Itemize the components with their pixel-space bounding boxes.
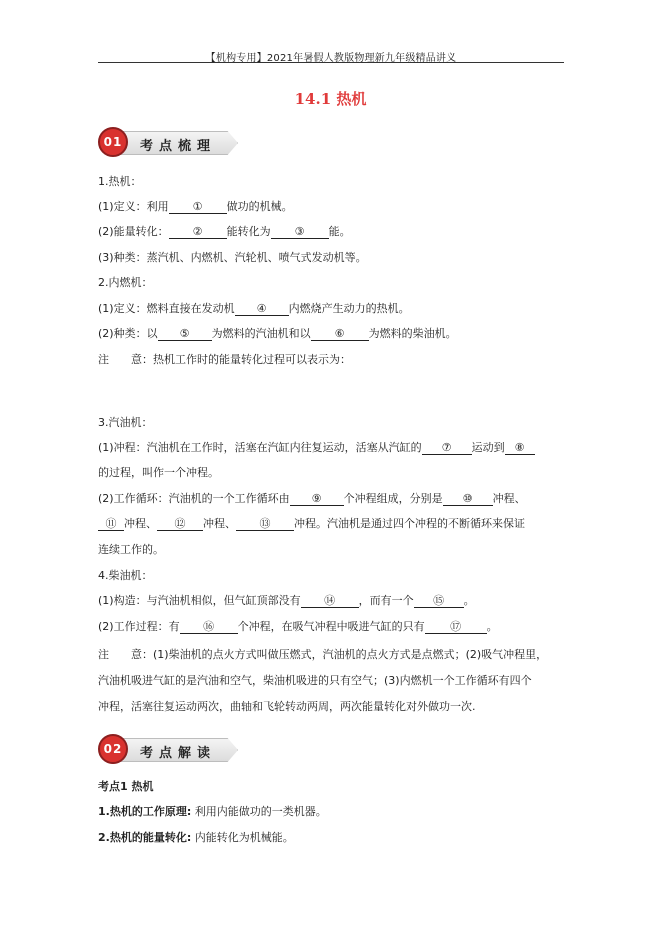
heading-diesel-engine: 4.柴油机： [98,569,153,582]
line-ic-types: (2)种类：以 ⑤ 为燃料的汽油机和以 ⑥ 为燃料的柴油机。 [98,327,457,340]
page-header: 【机构专用】2021年暑假人教版物理新九年级精品讲义 [205,53,457,64]
section-banner-kaodian-shuli [98,127,246,157]
blank-11: ⑪ [98,518,124,531]
line-energy-conversion-summary: 2.热机的能量转化: 内能转化为机械能。 [98,831,294,844]
blank-16: ⑯ [180,621,238,634]
blank-8: ⑧ [505,442,535,455]
line-stroke-definition: (1)冲程：汽油机在工作时，活塞在汽缸内往复运动，活塞从汽缸的 ⑦ 运动到 ⑧ [98,441,535,455]
line-work-cycle-cont: ⑪ 冲程、 ⑫ 冲程、 ⑬ 冲程。汽油机是通过四个冲程的不断循环来保证 [98,517,525,531]
line-work-cycle-end: 连续工作的。 [98,543,164,556]
line-working-principle: 1.热机的工作原理: 利用内能做功的一类机器。 [98,805,327,818]
blank-5: ⑤ [158,328,212,341]
line-definition: (1)定义：利用 ① 做功的机械。 [98,200,293,213]
blank-13: ⑬ [236,518,294,531]
line-diesel-structure: (1)构造：与汽油机相似，但气缸顶部没有 ⑭ ，而有一个 ⑮ 。 [98,594,475,607]
section-label: 考点解读 [140,746,217,761]
blank-9: ⑨ [290,493,344,506]
line-ic-definition: (1)定义：燃料直接在发动机 ④ 内燃烧产生动力的热机。 [98,302,410,315]
blank-4: ④ [235,303,289,316]
blank-15: ⑮ [414,595,464,608]
line-stroke-definition-cont: 的过程，叫作一个冲程。 [98,466,219,479]
blank-1: ① [169,201,227,214]
note-diesel-3: 冲程，活塞往复运动两次，曲轴和飞轮转动两周，两次能量转化对外做功一次. [98,700,476,713]
line-energy-conversion: (2)能量转化： ② 能转化为 ③ 能。 [98,225,351,238]
section-label: 考点梳理 [140,139,217,154]
blank-10: ⑩ [443,493,493,506]
blank-17: ⑰ [425,621,487,634]
blank-14: ⑭ [301,595,359,608]
page-title: 14.1 热机 [294,90,367,108]
heading-heat-engine: 1.热机： [98,175,142,188]
header-rule [98,62,564,63]
note-energy-process: 注 意：热机工作时的能量转化过程可以表示为： [98,353,351,366]
blank-7: ⑦ [422,442,472,455]
blank-2: ② [169,226,227,239]
line-work-cycle: (2)工作循环：汽油机的一个工作循环由 ⑨ 个冲程组成，分别是 ⑩ 冲程、 [98,492,526,505]
section-banner-kaodian-jiedu [98,734,246,764]
note-diesel-1: 注 意：(1)柴油机的点火方式叫做压燃式，汽油机的点火方式是点燃式；(2)吸气冲程里， [98,648,548,661]
section-number-badge: 01 [98,127,128,157]
blank-3: ③ [271,226,329,239]
line-diesel-process: (2)工作过程：有 ⑯ 个冲程，在吸气冲程中吸进气缸的只有 ⑰ 。 [98,620,498,633]
line-types: (3)种类：蒸汽机、内燃机、汽轮机、喷气式发动机等。 [98,251,367,264]
heading-gasoline-engine: 3.汽油机： [98,416,153,429]
blank-6: ⑥ [311,328,369,341]
heading-internal-combustion: 2.内燃机： [98,276,153,289]
blank-12: ⑫ [157,518,203,531]
note-diesel-2: 汽油机吸进气缸的是汽油和空气，柴油机吸进的只有空气；(3)内燃机一个工作循环有四个 [98,674,532,687]
kaodian-1-heading: 考点1 热机 [98,780,154,793]
section-number-badge: 02 [98,734,128,764]
